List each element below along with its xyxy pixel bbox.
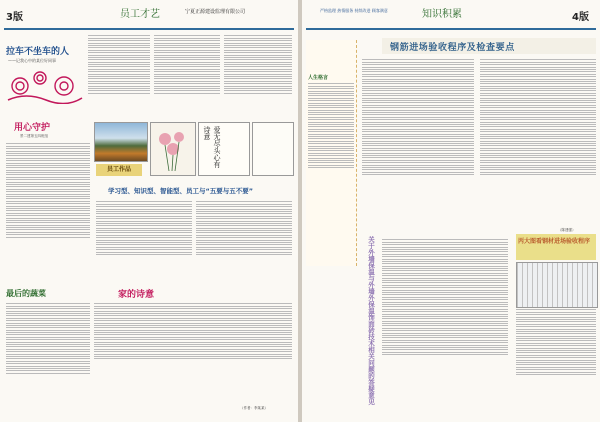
quote-column-title: 人生格言: [308, 75, 329, 81]
photo-article-title: 丙大图看钢材进场验收程序: [518, 238, 591, 245]
decorative-flower-illustration: [6, 64, 84, 104]
flower-painting: [150, 122, 196, 176]
photo-article-text: [516, 308, 596, 412]
left-page-number: 3版: [6, 12, 23, 23]
article6-title: 家的诗意: [118, 290, 155, 300]
calligraphy-artwork-2: [252, 122, 294, 176]
quote-column-text: [308, 82, 354, 242]
side-article-text: [382, 238, 508, 414]
article2-byline: 景二建第五四班组: [20, 134, 48, 138]
left-section-title: 员工才艺: [120, 9, 160, 20]
left-header-rule: [4, 28, 294, 30]
left-page: [0, 0, 298, 422]
article5-title: 最后的蔬菜: [6, 289, 46, 298]
right-page-number: 4版: [572, 12, 589, 23]
left-org-name: 宁夏正源建设监理有限公司: [185, 9, 246, 15]
calligraphy-text: 爱无尽头心有诗意: [203, 126, 221, 168]
article1-subtitle: ——记我心中的某位好同事: [8, 58, 56, 63]
poem-credit: （作者：李某某）: [240, 406, 268, 410]
article1-title: 拉车不坐车的人: [6, 47, 70, 57]
landscape-photo: [94, 122, 148, 162]
main-article-title: 钢筋进场验收程序及检查要点: [390, 43, 515, 53]
right-masthead: 严格监理 热情服务 持续改进 顾客满意: [320, 8, 388, 13]
article5-text: [6, 302, 90, 412]
rebar-photo: [516, 262, 598, 308]
calligraphy-artwork: [198, 122, 250, 176]
article6-text: [94, 302, 292, 404]
article4-text-col1: [96, 200, 192, 276]
article1-text-col1: [88, 34, 150, 114]
article4-title: 学习型、知识型、智能型、员工与“五要与五不要”: [108, 187, 254, 195]
right-header-rule: [306, 28, 596, 30]
side-article-title: 关于外墙保温与外墙外保温饰面砖技术相关问题的答疑意见: [367, 236, 375, 405]
article1-text-col3: [224, 34, 292, 114]
main-article-col1: [362, 58, 474, 226]
right-section-title: 知识积累: [422, 9, 462, 20]
main-article-author: （陈建强）: [558, 228, 576, 232]
article2-text: [6, 142, 90, 282]
article4-text-col2: [196, 200, 292, 276]
article3-title: 员工作品: [96, 164, 142, 176]
article2-title: 用心守护: [14, 123, 51, 133]
right-page: [302, 0, 600, 422]
article1-text-col2: [154, 34, 220, 114]
main-article-col2: [480, 58, 596, 226]
